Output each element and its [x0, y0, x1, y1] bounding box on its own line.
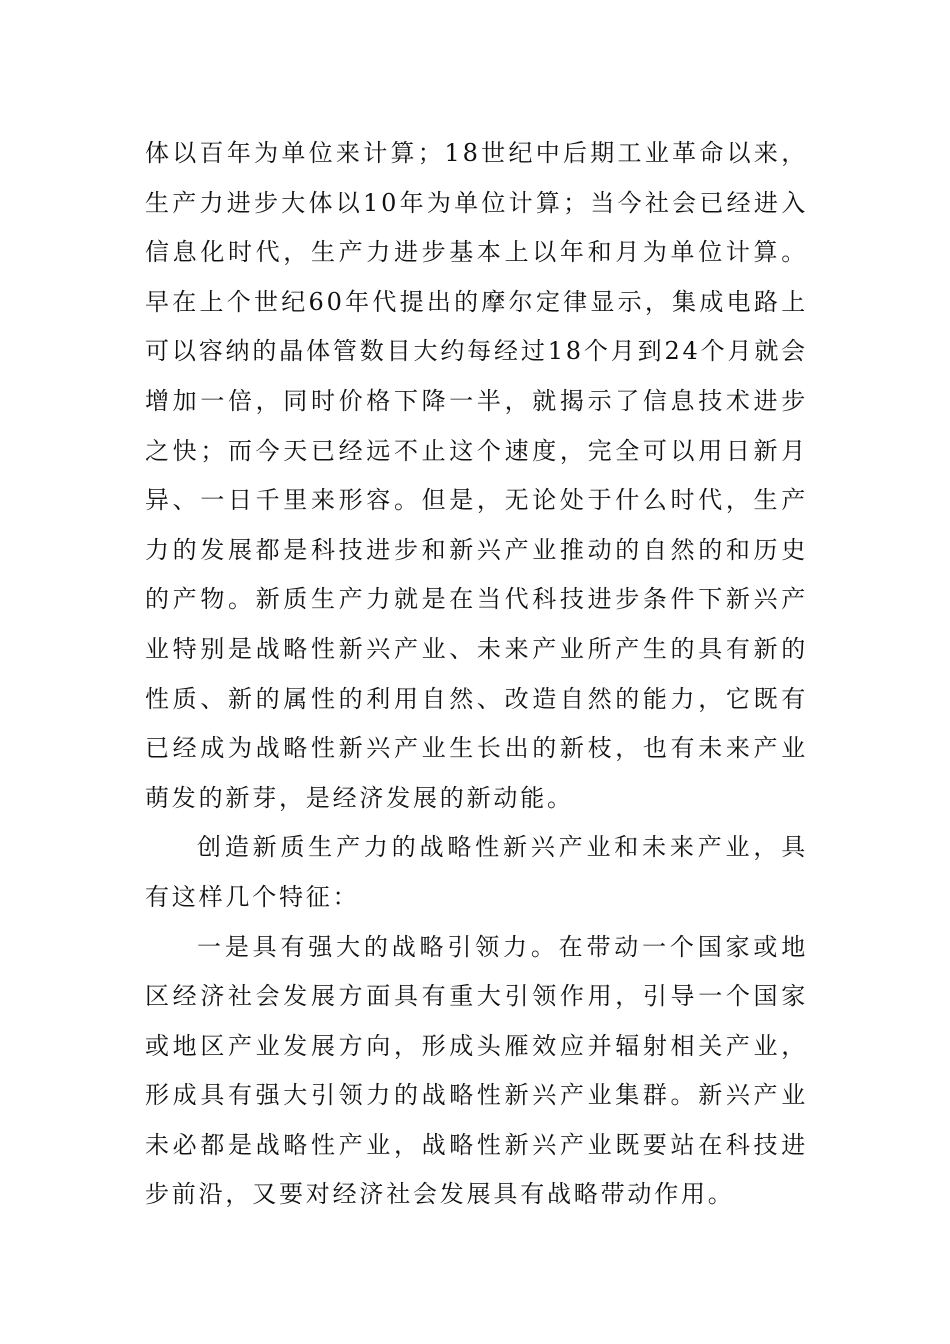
paragraph-feature-one: 一是具有强大的战略引领力。在带动一个国家或地区经济社会发展方面具有重大引领作用，引导一个国家或地区产业发展方向，形成头雁效应并辐射相关产业，形成具有强大引领力的战略性新兴产业集群。新兴产业未必都是战略性产业，战略性新兴产业既要站在科技进步前沿，又要对经济社会发展具有战略带动作用。	[145, 932, 808, 1209]
document-body	[145, 129, 808, 1220]
paragraph-features-intro: 创造新质生产力的战略性新兴产业和未来产业，具有这样几个特征：	[145, 833, 808, 911]
paragraph-continuation: 体以百年为单位来计算；18世纪中后期工业革命以来，生产力进步大体以10年为单位计算；当今社会已经进入信息化时代，生产力进步基本上以年和月为单位计算。早在上个世纪60年代提出的摩尔定律显示，集成电路上可以容纳的晶体管数目大约每经过18个月到24个月就会增加一倍，同时价格下降一半，就揭示了信息技术进步之快；而今天已经远不止这个速度，完全可以用日新月异、一日千里来形容。但是，无论处于什么时代，生产力的发展都是科技进步和新兴产业推动的自然的和历史的产物。新质生产力就是在当代科技进步条件下新兴产业特别是战略性新兴产业、未来产业所产生的具有新的性质、新的属性的利用自然、改造自然的能力，它既有已经成为战略性新兴产业生长出的新枝，也有未来产业萌发的新芽，是经济发展的新动能。	[145, 139, 808, 812]
